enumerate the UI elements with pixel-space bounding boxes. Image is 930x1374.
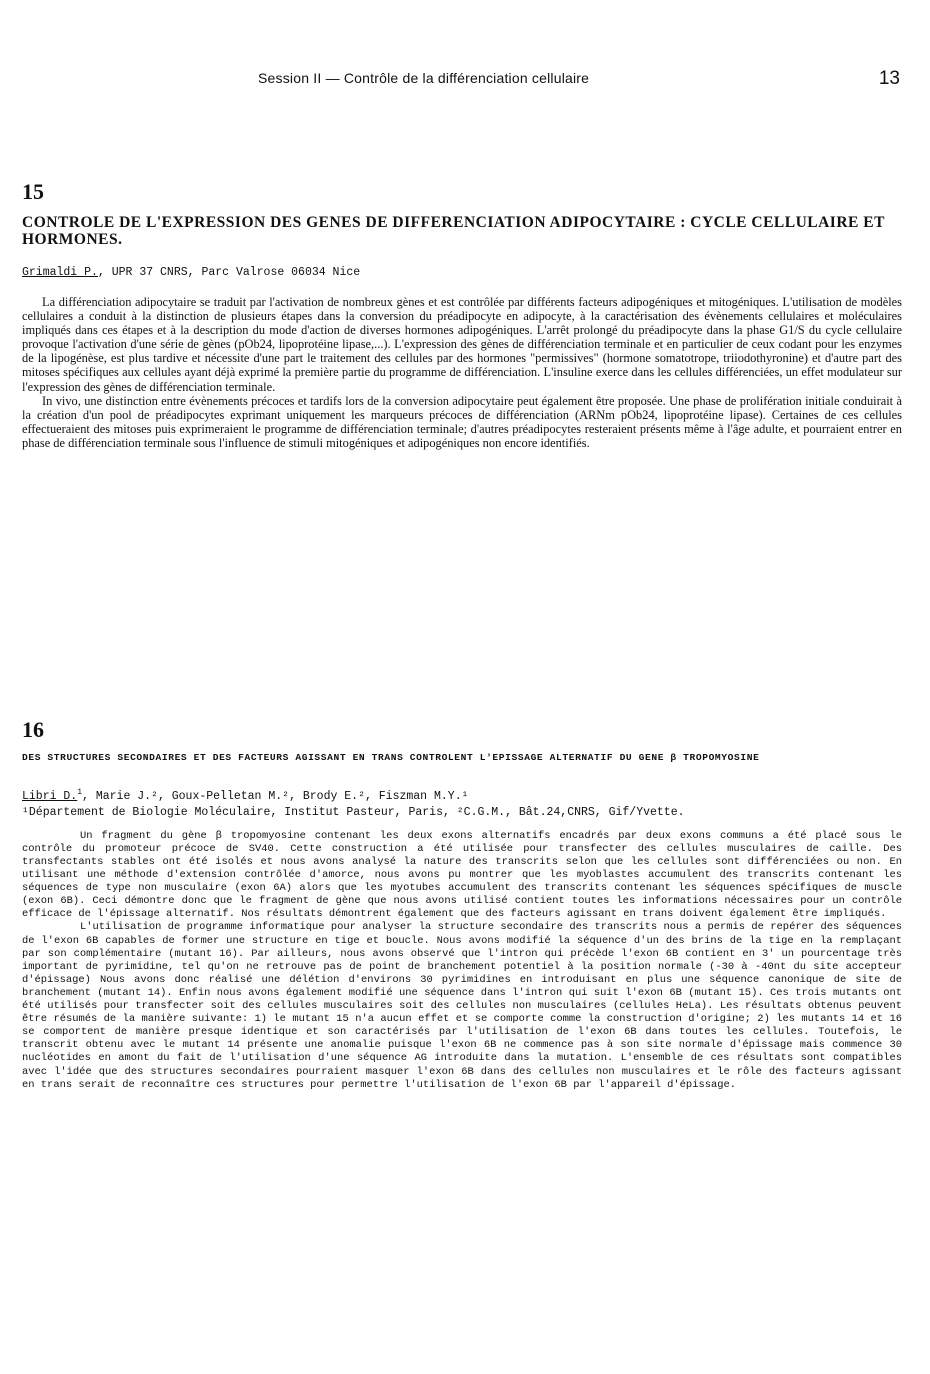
author-affiliation: , UPR 37 CNRS, Parc Valrose 06034 Nice — [97, 266, 361, 279]
author-affiliation: ¹Département de Biologie Moléculaire, Institut Pasteur, Paris, ²C.G.M., Bât.24,CNRS, Gif/Yvette. — [22, 805, 685, 819]
author-superscript: 1 — [77, 788, 83, 797]
abstract-title: DES STRUCTURES SECONDAIRES ET DES FACTEURS AGISSANT EN TRANS CONTROLENT L'EPISSAGE ALTERNATIF DU GENE β TROPOMYOSINE — [22, 752, 760, 763]
abstract-paragraph: Un fragment du gène β tropomyosine contenant les deux exons alternatifs encadrés par deux exons communs a été placé sous le contrôle du promoteur précoce de SV40. Cette construction a été utilisée pour transfecter des cellules musculaires de caille. Des transfectants stables ont été isolés et nous avons analysé la nature des transcrits selon que les cellules sont différenciées ou non. En utilisant une méthode d'extension contrôlée d'amorce, nous avons pu montrer que les myoblastes accumulent des transcrits contenant les séquences de type non musculaire (exon 6A) alors que les myotubes accumulent des transcrits contenant les séquences spécifiques de muscle (exon 6B). Ceci démontre donc que le fragment de gène que nous avons utilisé contient toutes les informations nécessaires pour un contrôle efficace de l'épissage alternatif. Nos résultats démontrent également que des facteurs agissant en trans doivent également être impliqués. — [22, 829, 902, 921]
abstract-paragraph: La différenciation adipocytaire se traduit par l'activation de nombreux gènes et est contrôlée par différents facteurs adipogéniques et mitogéniques. L'utilisation de modèles cellulaires a conduit à la distinction de plusieurs étapes dans la conversion du préadipocyte en adipocyte, à la caractérisation des évènements cellulaires et moléculaires impliqués dans ces étapes et à la description du mode d'action de diverses hormones adipogéniques. L'arrêt prolongé du préadipocyte dans la phase G1/S du cycle cellulaire provoque l'activation d'une série de gènes (pOb24, lipoprotéine lipase,...). L'expression des gènes de différenciation terminale et en particulier de ceux codant pour les enzymes de la lipogénèse, est plus tardive et nécessite d'une part le traitement des cellules par des hormones "permissives" (hormone somatotrope, triiodothyronine) et d'autre part des mitoses spécifiques aux cellules ayant déjà exprimé la première partie du programme de différenciation. L'insuline exerce dans les cellules différenciées, un effet modulateur sur l'expression des gènes de différenciation terminale. — [22, 295, 902, 394]
abstract-title: CONTROLE DE L'EXPRESSION DES GENES DE DIFFERENCIATION ADIPOCYTAIRE : CYCLE CELLULAIRE ET HORMONES. — [22, 214, 885, 248]
abstract-16 — [22, 718, 902, 1092]
presenting-author: Grimaldi P. — [22, 266, 98, 279]
abstract-authors — [22, 786, 902, 804]
abstract-body — [22, 295, 902, 450]
abstract-body — [22, 830, 902, 1092]
running-title: Session II — Contrôle de la différenciation cellulaire — [258, 70, 590, 86]
running-header — [0, 70, 930, 94]
co-authors: , Marie J.², Goux-Pelletan M.², Brody E.², Fiszman M.Y.¹ — [82, 789, 469, 803]
page-number: 13 — [878, 68, 900, 89]
abstract-number: 15 — [22, 179, 44, 204]
abstract-paragraph: In vivo, une distinction entre évènements précoces et tardifs lors de la conversion adipocytaire peut également être proposée. Une phase de prolifération initiale conduirait à la création d'un pool de préadipocytes exprimant uniquement les marqueurs précoces de différenciation (ARNm pOb24, lipoprotéine lipase). Certaines de ces cellules effectueraient des mitoses puis exprimeraient le programme de différenciation terminale; d'autres préadipocytes resteraient présents même à l'âge adulte, et pourraient entrer en phase de différenciation terminale sous l'influence de stimuli mitogéniques et adipogéniques non encore identifiés. — [22, 393, 902, 450]
presenting-author: Libri D. — [22, 789, 78, 803]
abstract-15 — [22, 180, 902, 450]
abstract-paragraph: L'utilisation de programme informatique pour analyser la structure secondaire des transcrits nous a permis de repérer des séquences de l'exon 6B capables de former une structure en tige et boucle. Nous avons modifié la séquence d'un des brins de la tige en la remplaçant par son complémentaire (mutant 16). Par ailleurs, nous avons observé que l'intron qui précède l'exon 6B contient en 3' un pourcentage très important de pyrimidine, tel qu'on ne retrouve pas de point de branchement potentiel à la position normale (-30 à -40nt du site accepteur d'épissage) Nous avons donc réalisé une délétion d'environs 30 pyrimidines en introduisant en plus une séquence canonique de site de branchement (mutant 14). Enfin nous avons également modifié une séquence dans l'intron qui suit l'exon 6B (mutant 15). Ces trois mutants ont été utilisés pour transfecter soit des cellules musculaires soit des cellules non musculaires (cellules HeLa). Les résultats obtenus peuvent être résumés de la manière suivante: 1) le mutant 15 n'a aucun effet et se comporte comme la construction d'origine; 2) les mutants 14 et 16 se comportent de manière presque identique et son caractérisés par l'utilisation de l'exon 6B dans toutes les cellules. Toutefois, le transcrit obtenu avec le mutant 14 présente une anomalie puisque l'exon 6B ne commence pas à son site normale d'épissage mais commence 30 nucléotides en amont du fait de l'utilisation d'une séquence AG introduite dans la mutation. L'ensemble de ces résultats sont compatibles avec l'idée que des structures secondaires pourraient masquer l'exon 6B dans des cellules non musculaires et le rôle des facteurs agissant en trans serait de reconnaître ces structures pour permettre l'utilisation de l'exon 6B par l'appareil d'épissage. — [22, 921, 902, 1091]
abstract-number: 16 — [22, 717, 44, 742]
abstract-authors — [22, 266, 902, 279]
